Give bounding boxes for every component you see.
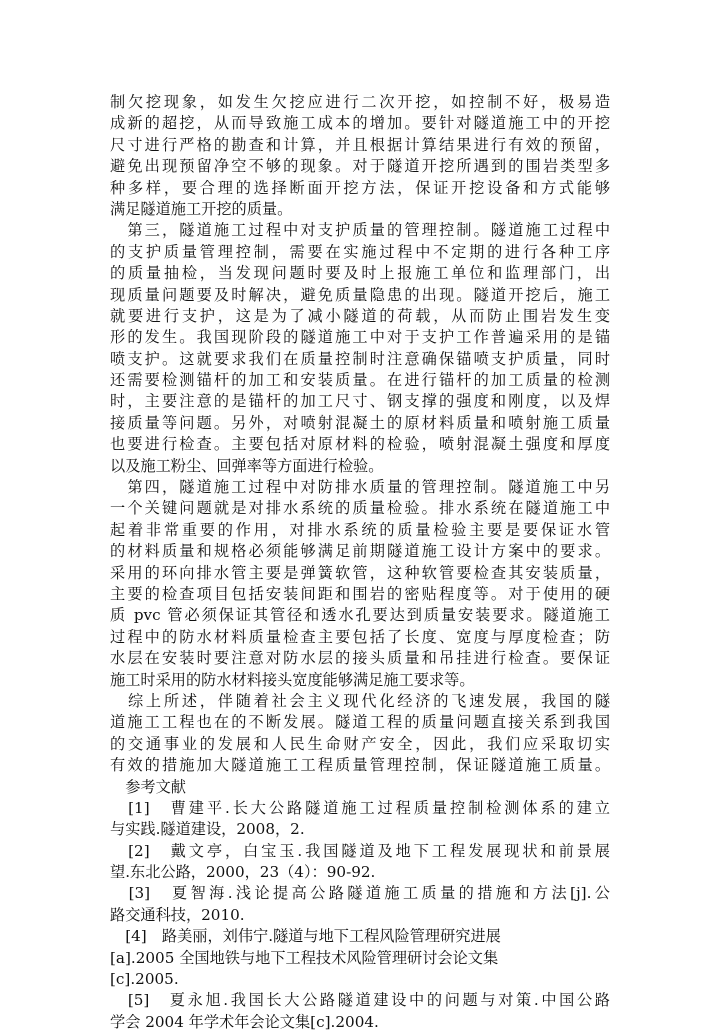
text-line: 也要进行检查。主要包括对原材料的检验，喷射混凝土强度和厚度: [110, 435, 610, 454]
text-line: 道施工工程也在的不断发展。隧道工程的质量问题直接关系到我国: [110, 713, 610, 732]
reference-line: [2] 戴文亭，白宝玉.我国隧道及地下工程发展现状和前景展: [110, 841, 610, 860]
text-line: 现质量问题要及时解决，避免质量隐患的出现。隧道开挖后，施工: [110, 285, 610, 304]
reference-line: 望.东北公路，2000，23（4）：90-92.: [110, 863, 376, 882]
reference-line: 学会 2004 年学术年会论文集[c].2004.: [110, 1012, 379, 1031]
text-line: 的材料质量和规格必须能够满足前期隧道施工设计方案中的要求。: [110, 542, 610, 561]
text-line: 形的发生。我国现阶段的隧道施工中对于支护工作普遍采用的是锚: [110, 328, 610, 347]
text-line: 的质量抽检，当发现问题时要及时上报施工单位和监理部门，出: [110, 264, 610, 283]
text-line: 第三，隧道施工过程中对支护质量的管理控制。隧道施工过程中: [110, 221, 610, 240]
text-line: 综上所述，伴随着社会主义现代化经济的飞速发展，我国的隧: [110, 691, 610, 710]
text-line: 水层在安装时要注意对防水层的接头质量和吊挂进行检查。要保证: [110, 649, 610, 668]
reference-line: 与实践.隧道建设，2008，2.: [110, 820, 305, 839]
references-heading: 参考文献: [110, 777, 186, 796]
text-line: 过程中的防水材料质量检查主要包括了长度、宽度与厚度检查；防: [110, 627, 610, 646]
text-line: 喷支护。这就要求我们在质量控制时注意确保锚喷支护质量，同时: [110, 349, 610, 368]
text-line: 质 pvc 管必须保证其管径和透水孔要达到质量安装要求。隧道施工: [110, 606, 610, 625]
text-line: 就要进行支护，这是为了减小隧道的荷载，从而防止围岩发生变: [110, 306, 610, 325]
text-line: 的交通事业的发展和人民生命财产安全，因此，我们应采取切实: [110, 734, 610, 753]
text-line: 种多样，要合理的选择断面开挖方法，保证开挖设备和方式能够: [110, 178, 610, 197]
text-line: 主要的检查项目包括安装间距和围岩的密贴程度等。对于使用的硬: [110, 584, 610, 603]
text-line: 第四，隧道施工过程中对防排水质量的管理控制。隧道施工中另: [110, 478, 610, 497]
text-line: 起着非常重要的作用，对排水系统的质量检验主要是要保证水管: [110, 520, 610, 539]
document-body: [110, 92, 610, 1033]
text-line: 以及施工粉尘、回弹率等方面进行检验。: [110, 456, 384, 475]
reference-line: [5] 夏永旭.我国长大公路隧道建设中的问题与对策.中国公路: [110, 991, 610, 1010]
reference-line: [1] 曹建平.长大公路隧道施工过程质量控制检测体系的建立: [110, 798, 610, 817]
reference-line: [4] 路美丽，刘伟宁.隧道与地下工程风险管理研究进展: [110, 927, 501, 946]
reference-line: 路交通科技，2010.: [110, 905, 245, 924]
text-line: 采用的环向排水管主要是弹簧软管，这种软管要检查其安装质量，: [110, 563, 610, 582]
text-line: 还需要检测锚杆的加工和安装质量。在进行锚杆的加工质量的检测: [110, 371, 610, 390]
text-line: 满足隧道施工开挖的质量。: [110, 199, 293, 218]
reference-line: [a].2005 全国地铁与地下工程技术风险管理研讨会论文集: [110, 948, 499, 967]
text-line: 的支护质量管理控制，需要在实施过程中不定期的进行各种工序: [110, 242, 610, 261]
text-line: 施工时采用的防水材料接头宽度能够满足施工要求等。: [110, 670, 475, 689]
text-line: 一个关键问题就是对排水系统的质量检验。排水系统在隧道施工中: [110, 499, 610, 518]
reference-line: [c].2005.: [110, 970, 179, 989]
text-line: 制欠挖现象，如发生欠挖应进行二次开挖，如控制不好，极易造: [110, 93, 610, 111]
text-line: 接质量等问题。另外，对喷射混凝土的原材料质量和喷射施工质量: [110, 413, 610, 432]
text-line: 尺寸进行严格的勘查和计算，并且根据计算结果进行有效的预留，: [110, 135, 610, 154]
text-line: 成新的超挖，从而导致施工成本的增加。要针对隧道施工中的开挖: [110, 114, 610, 133]
text-line: 时，主要注意的是锚杆的加工尺寸、钢支撑的强度和刚度，以及焊: [110, 392, 610, 411]
text-line: 有效的措施加大隧道施工工程质量管理控制，保证隧道施工质量。: [110, 756, 610, 775]
reference-line: [3] 夏智海.浅论提高公路隧道施工质量的措施和方法[j].公: [110, 884, 610, 903]
text-line: 避免出现预留净空不够的现象。对于隧道开挖所遇到的围岩类型多: [110, 157, 610, 176]
